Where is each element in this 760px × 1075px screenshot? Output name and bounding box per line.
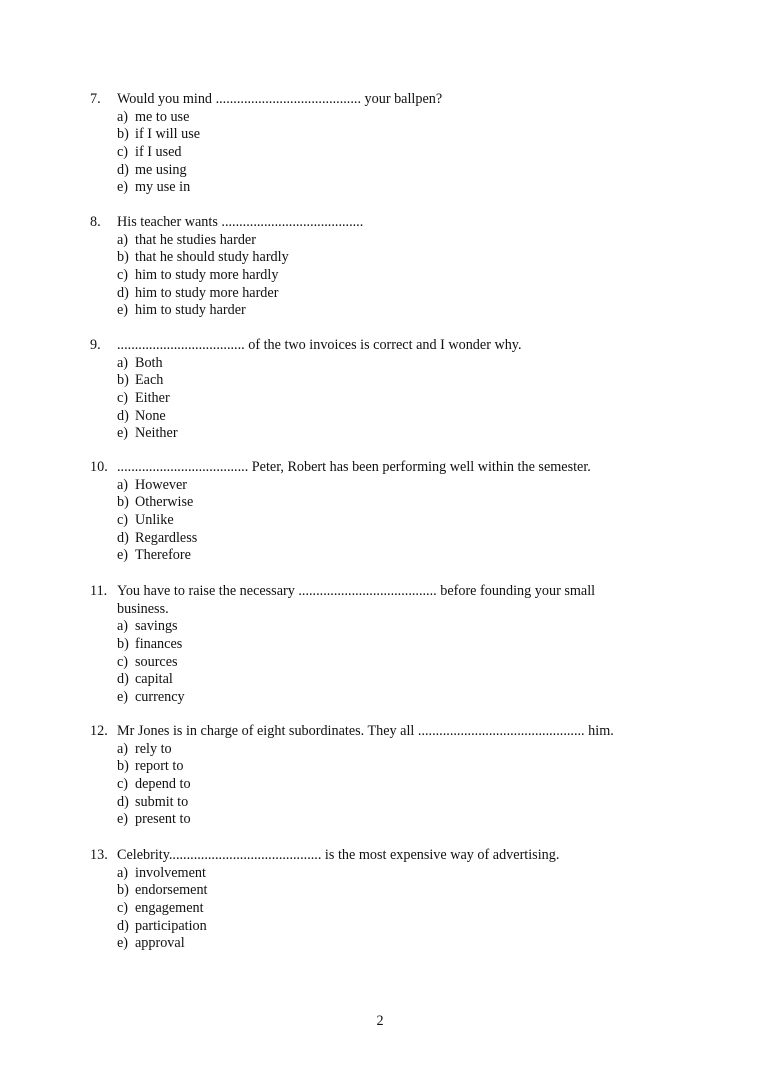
option-text: endorsement	[135, 882, 208, 899]
option-e[interactable]	[117, 547, 680, 565]
option-a[interactable]	[117, 865, 680, 883]
option-text: report to	[135, 758, 184, 775]
option-letter: b)	[117, 494, 129, 511]
option-text: currency	[135, 689, 185, 706]
option-letter: b)	[117, 126, 129, 143]
option-text: him to study more harder	[135, 284, 279, 301]
option-text: Unlike	[135, 512, 174, 529]
option-c[interactable]	[117, 654, 680, 672]
option-letter: b)	[117, 636, 129, 653]
option-a[interactable]	[117, 232, 680, 250]
option-b[interactable]	[117, 372, 680, 390]
option-text: submit to	[135, 793, 189, 810]
option-text: None	[135, 407, 166, 424]
option-text: sources	[135, 653, 178, 670]
option-c[interactable]	[117, 900, 680, 918]
option-letter: e)	[117, 547, 129, 564]
option-letter: c)	[117, 653, 129, 670]
option-letter: e)	[117, 179, 129, 196]
question-text: Mr Jones is in charge of eight subordinates. They all ............................................... him.	[117, 723, 614, 739]
option-letter: e)	[117, 425, 129, 442]
option-letter: a)	[117, 354, 129, 371]
option-text: Either	[135, 390, 170, 407]
question-9	[90, 337, 680, 443]
option-text: capital	[135, 671, 173, 688]
option-letter: e)	[117, 935, 129, 952]
option-d[interactable]	[117, 794, 680, 812]
option-text: savings	[135, 618, 178, 635]
option-letter: d)	[117, 284, 129, 301]
option-text: approval	[135, 935, 185, 952]
option-a[interactable]	[117, 477, 680, 495]
option-e[interactable]	[117, 179, 680, 197]
option-letter: e)	[117, 302, 129, 319]
question-stem	[90, 847, 680, 865]
option-c[interactable]	[117, 776, 680, 794]
question-stem	[90, 723, 680, 741]
option-e[interactable]	[117, 811, 680, 829]
option-list	[90, 741, 680, 829]
option-b[interactable]	[117, 758, 680, 776]
option-letter: a)	[117, 740, 129, 757]
question-text-continuation: business.	[117, 600, 169, 617]
option-e[interactable]	[117, 935, 680, 953]
question-stem	[90, 583, 680, 601]
option-letter: e)	[117, 811, 129, 828]
option-letter: c)	[117, 144, 129, 161]
option-letter: c)	[117, 900, 129, 917]
option-b[interactable]	[117, 494, 680, 512]
question-number: 11.	[90, 583, 108, 599]
option-list	[90, 865, 680, 953]
option-letter: d)	[117, 407, 129, 424]
option-text: However	[135, 476, 187, 493]
option-text: finances	[135, 636, 183, 653]
question-11	[90, 583, 680, 707]
option-letter: b)	[117, 758, 129, 775]
option-letter: d)	[117, 671, 129, 688]
question-text: .................................... of the two invoices is correct and I wonder why.	[117, 337, 522, 353]
option-b[interactable]	[117, 249, 680, 267]
option-text: that he studies harder	[135, 231, 256, 248]
option-d[interactable]	[117, 162, 680, 180]
option-b[interactable]	[117, 636, 680, 654]
option-text: my use in	[135, 179, 191, 196]
option-text: depend to	[135, 776, 191, 793]
option-d[interactable]	[117, 918, 680, 936]
question-stem	[90, 91, 680, 109]
option-text: Each	[135, 372, 164, 389]
option-c[interactable]	[117, 390, 680, 408]
option-d[interactable]	[117, 408, 680, 426]
option-letter: d)	[117, 529, 129, 546]
question-10	[90, 459, 680, 565]
question-text: His teacher wants ........................................	[117, 214, 364, 230]
option-e[interactable]	[117, 425, 680, 443]
question-number: 10.	[90, 459, 108, 475]
option-b[interactable]	[117, 882, 680, 900]
question-stem	[90, 459, 680, 477]
question-text: You have to raise the necessary ....................................... before founding your small	[117, 583, 596, 599]
question-stem	[90, 214, 680, 232]
option-e[interactable]	[117, 302, 680, 320]
option-text: involvement	[135, 864, 206, 881]
option-text: Therefore	[135, 547, 191, 564]
option-c[interactable]	[117, 144, 680, 162]
option-d[interactable]	[117, 530, 680, 548]
option-text: if I used	[135, 144, 182, 161]
option-letter: b)	[117, 882, 129, 899]
question-number: 7.	[90, 91, 101, 107]
page-number: 2	[376, 1013, 384, 1029]
question-number: 13.	[90, 847, 108, 863]
option-letter: a)	[117, 864, 129, 881]
option-letter: d)	[117, 161, 129, 178]
option-text: participation	[135, 917, 207, 934]
option-text: rely to	[135, 740, 172, 757]
option-letter: a)	[117, 618, 129, 635]
option-letter: d)	[117, 793, 129, 810]
option-letter: c)	[117, 776, 129, 793]
question-number: 9.	[90, 337, 101, 353]
option-letter: b)	[117, 372, 129, 389]
option-a[interactable]	[117, 355, 680, 373]
option-a[interactable]	[117, 109, 680, 127]
option-a[interactable]	[117, 741, 680, 759]
question-stem	[90, 337, 680, 355]
question-12	[90, 723, 680, 829]
option-a[interactable]	[117, 618, 680, 636]
option-text: Otherwise	[135, 494, 194, 511]
question-number: 12.	[90, 723, 108, 739]
question-text: Celebrity........................................... is the most expensive way of advertising.	[117, 847, 560, 863]
option-list	[90, 232, 680, 320]
option-e[interactable]	[117, 689, 680, 707]
option-text: him to study more hardly	[135, 267, 279, 284]
question-number: 8.	[90, 214, 101, 230]
option-letter: b)	[117, 249, 129, 266]
option-text: Both	[135, 354, 163, 371]
option-list	[90, 477, 680, 565]
option-text: present to	[135, 811, 191, 828]
option-text: me to use	[135, 108, 190, 125]
option-text: if I will use	[135, 126, 201, 143]
option-b[interactable]	[117, 126, 680, 144]
question-8	[90, 214, 680, 320]
question-7	[90, 91, 680, 197]
option-letter: c)	[117, 390, 129, 407]
option-letter: e)	[117, 689, 129, 706]
option-list	[90, 618, 680, 706]
question-text: ..................................... Peter, Robert has been performing well within the semester.	[117, 459, 591, 475]
question-text: Would you mind ......................................... your ballpen?	[117, 91, 443, 107]
option-letter: d)	[117, 917, 129, 934]
option-text: Neither	[135, 425, 178, 442]
option-list	[90, 355, 680, 443]
option-d[interactable]	[117, 671, 680, 689]
option-text: engagement	[135, 900, 204, 917]
option-letter: a)	[117, 476, 129, 493]
option-text: that he should study hardly	[135, 249, 289, 266]
option-text: him to study harder	[135, 302, 246, 319]
option-c[interactable]	[117, 512, 680, 530]
option-text: me using	[135, 161, 187, 178]
option-c[interactable]	[117, 267, 680, 285]
option-d[interactable]	[117, 285, 680, 303]
option-list	[90, 109, 680, 197]
option-letter: a)	[117, 108, 129, 125]
option-text: Regardless	[135, 529, 198, 546]
option-letter: a)	[117, 231, 129, 248]
question-13	[90, 847, 680, 953]
option-letter: c)	[117, 267, 129, 284]
option-letter: c)	[117, 512, 129, 529]
